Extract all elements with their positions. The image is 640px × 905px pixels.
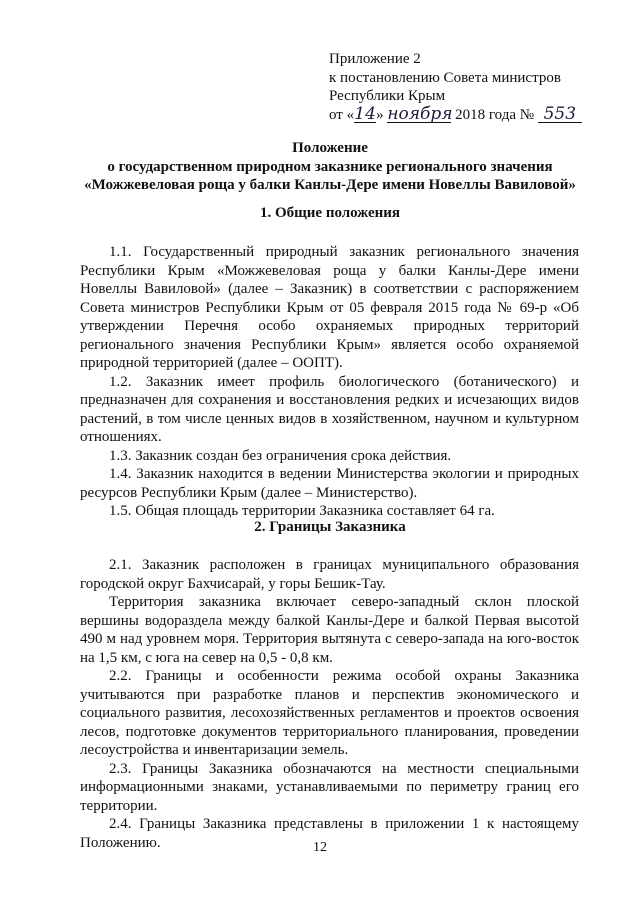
paragraph-1-2: 1.2. Заказник имеет профиль биологического (ботанического) и предназначен для сохранения и восстановления редких и исчезающих видов растений, в том числе ценных видов в хозяйственном, научном и культурном отношениях. [80, 373, 579, 445]
section-2-body [80, 556, 579, 852]
title-line-1: Положение [292, 140, 368, 156]
appendix-date-line [329, 103, 619, 125]
document-number-handwritten: 553 [538, 106, 582, 123]
section-1-body [80, 243, 579, 521]
paragraph-2-1: 2.1. Заказник расположен в границах муниципального образования городской округ Бахчисарай, у горы Бешик-Тау. [80, 557, 579, 592]
date-day-handwritten: 14 [354, 103, 376, 124]
appendix-line-1: Приложение 2 [329, 51, 421, 67]
section-1-heading: 1. Общие положения [259, 205, 401, 221]
title-line-3: «Можжевеловая роща у балки Канлы-Дере имени Новеллы Вавиловой» [84, 177, 576, 193]
paragraph-2-2: 2.2. Границы и особенности режима особой охраны Заказника учитываются при разработке планов и перспектив экономического и социального развития, лесохозяйственных регламентов и проектов освоения лесов, подготовке документов территориального планирования, проведении лесоустройства и инвентаризации земель. [80, 668, 579, 758]
paragraph-1-3: 1.3. Заказник создан без ограничения срока действия. [109, 447, 452, 464]
appendix-line-2: к постановлению Совета министров [329, 69, 561, 86]
page-number: 12 [313, 840, 327, 855]
date-mid: » [376, 106, 384, 123]
paragraph-1-4: 1.4. Заказник находится в ведении Министерства экологии и природных ресурсов Республики Крым (далее – Министерство). [80, 466, 579, 501]
paragraph-1-5: 1.5. Общая площадь территории Заказника составляет 64 га. [109, 503, 495, 519]
appendix-line-3: Республики Крым [329, 88, 446, 104]
title-line-2: о государственном природном заказнике регионального значения [107, 158, 553, 175]
paragraph-1-1: 1.1. Государственный природный заказник регионального значения Республики Крым «Можжевеловая роща у балки Канлы-Дере имени Новеллы Вавиловой» (далее – Заказник) в соответствии с распоряжением Совета министров Республики Крым от 05 февраля 2015 года № 69-р «Об утверждении Перечня особо охраняемых природных территорий регионального значения Республики Крым» является особо охраняемой природной территорией (далее – ООПТ). [80, 244, 579, 371]
paragraph-2-4: 2.4. Границы Заказника представлены в приложении 1 к настоящему Положению. [80, 816, 579, 851]
document-title [60, 139, 600, 195]
paragraph-2-3: 2.3. Границы Заказника обозначаются на местности специальными информационными знаками, устанавливаемыми по периметру границ его территории. [80, 760, 579, 814]
date-prefix: от « [329, 106, 355, 123]
paragraph-2-1-territory: Территория заказника включает северо-западный склон плоской вершины водораздела между балкой Канлы-Дере и балкой Первая высотой 490 м над уровнем моря. Территория вытянута с северо-запада на юго-восток на 1,5 км, с юга на север на 0,5 - 0,8 км. [80, 594, 579, 666]
section-2-heading: 2. Границы Заказника [254, 519, 406, 535]
date-year: 2018 года № [455, 106, 535, 123]
appendix-block [329, 50, 619, 124]
date-month-handwritten: ноября [387, 103, 453, 124]
